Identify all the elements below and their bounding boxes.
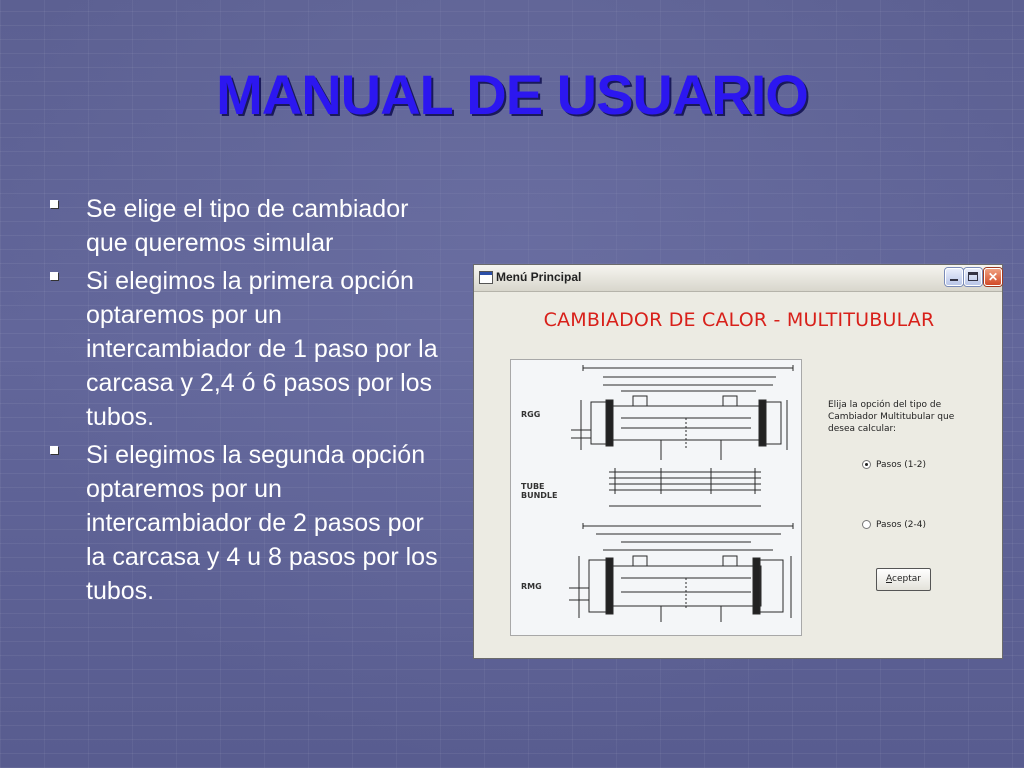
bullet-list xyxy=(48,192,438,612)
diagram-label-tube-bundle: TUBE BUNDLE xyxy=(521,482,558,500)
slide-title: MANUAL DE USUARIO xyxy=(216,63,808,126)
radio-selected-icon[interactable] xyxy=(862,460,871,469)
exchanger-diagram xyxy=(510,359,802,636)
diagram-label-rmg: RMG xyxy=(521,582,542,591)
option-pasos-1-2[interactable] xyxy=(862,459,926,473)
dialog-heading: CAMBIADOR DE CALOR - MULTITUBULAR xyxy=(543,309,935,331)
square-bullet-icon xyxy=(50,200,58,208)
diagram-label-rgg: RGG xyxy=(521,410,541,419)
close-icon: ✕ xyxy=(987,270,999,284)
app-window-icon xyxy=(479,271,493,284)
bullet-item xyxy=(48,264,438,434)
option-label: Pasos (2-4) xyxy=(876,520,927,530)
minimize-icon xyxy=(950,279,958,281)
accept-mnemonic: A xyxy=(886,574,893,584)
option-pasos-2-4[interactable] xyxy=(862,519,926,533)
main-menu-window xyxy=(473,264,1003,659)
square-bullet-icon xyxy=(50,272,58,280)
maximize-icon xyxy=(968,272,978,281)
bullet-text: Si elegimos la segunda opción optaremos por un intercambiador de 2 pasos por la carcasa y 4 u 8 pasos por los tubos. xyxy=(86,441,438,605)
bullet-text: Se elige el tipo de cambiador que queremos simular xyxy=(86,195,409,257)
selection-prompt: Elija la opción del tipo de Cambiador Multitubular que desea calcular: xyxy=(828,400,955,434)
radio-unselected-icon[interactable] xyxy=(862,520,871,529)
accept-button[interactable] xyxy=(876,568,931,591)
bullet-item xyxy=(48,438,438,608)
accept-label: ceptar xyxy=(892,574,921,584)
option-label: Pasos (1-2) xyxy=(876,460,927,470)
window-title: Menú Principal xyxy=(496,270,582,284)
maximize-button[interactable] xyxy=(964,268,982,286)
square-bullet-icon xyxy=(50,446,58,454)
bullet-text: Si elegimos la primera opción optaremos por un intercambiador de 1 paso por la carcasa y 2,4 ó 6 pasos por los tubos. xyxy=(86,267,438,431)
window-titlebar[interactable] xyxy=(474,265,1002,292)
bullet-item xyxy=(48,192,438,260)
close-button[interactable] xyxy=(984,268,1002,286)
minimize-button[interactable] xyxy=(945,268,963,286)
